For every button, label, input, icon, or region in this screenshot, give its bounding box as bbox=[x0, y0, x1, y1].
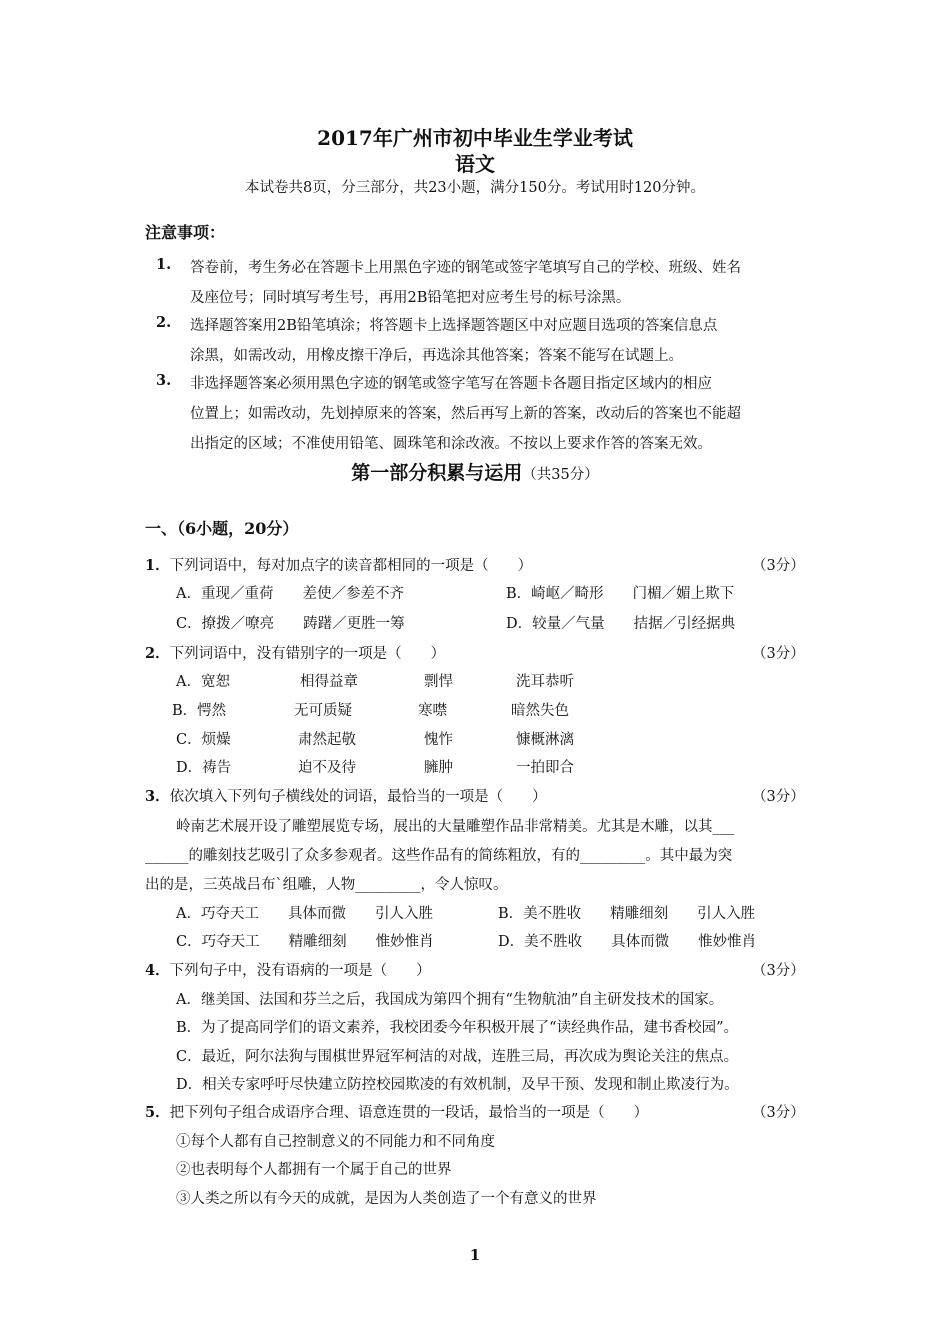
notice-item-line: 答卷前，考生务必在答题卡上用黑色字迹的钢笔或签字笔填写自己的学校、班级、姓名 bbox=[190, 260, 741, 276]
notice-item-line: 选择题答案用2B铅笔填涂；将答题卡上选择题答题区中对应题目选项的答案信息点 bbox=[190, 318, 718, 334]
question-text: 下列句子中，没有语病的一项是（ ） bbox=[169, 963, 431, 979]
q2-option-a-word: 洗耳恭听 bbox=[516, 674, 574, 690]
part1-title: 第一部分积累与运用 bbox=[351, 462, 523, 484]
q4-option-b: B．为了提高同学们的语文素养，我校团委今年积极开展了“读经典作品，建书香校园”。 bbox=[176, 1020, 738, 1036]
q2-option-c-word: 慷概淋漓 bbox=[516, 732, 574, 748]
q2-option-b-word: 无可质疑 bbox=[294, 703, 352, 719]
q2-option-c-word: 愧怍 bbox=[424, 732, 453, 748]
question-text: 把下列句子组合成语序合理、语意连贯的一段话，最恰当的一项是（ ） bbox=[169, 1105, 649, 1121]
part1-points: （共35分） bbox=[522, 467, 599, 483]
question-3-score: （3分） bbox=[752, 789, 805, 805]
question-1-score: （3分） bbox=[752, 558, 805, 574]
exam-intro: 本试卷共8页，分三部分，共23小题，满分150分。考试用时120分钟。 bbox=[244, 180, 706, 196]
q3-passage-line: ______的雕刻技艺吸引了众多参观者。这些作品有的简练粗放，有的_________。其中最为突 bbox=[145, 848, 733, 864]
q2-option-d-word: 一拍即合 bbox=[516, 760, 574, 776]
q4-option-c: C．最近，阿尔法狗与围棋世界冠军柯洁的对战，连胜三局，再次成为舆论关注的焦点。 bbox=[176, 1049, 739, 1065]
notice-item-number: 2. bbox=[156, 314, 172, 331]
q2-option-d-label: D．祷告 bbox=[176, 760, 232, 776]
q1-option-d: D．较量／气量 拮据／引经据典 bbox=[506, 616, 736, 632]
q2-option-a-label: A．宽恕 bbox=[176, 674, 230, 690]
question-3-stem bbox=[145, 785, 547, 806]
exam-title: 2017年广州市初中毕业生学业考试 bbox=[317, 126, 633, 150]
question-number: 1． bbox=[145, 557, 170, 574]
q2-option-b-word: 暗然失色 bbox=[511, 703, 569, 719]
q5-sentence: ①每个人都有自己控制意义的不同能力和不同角度 bbox=[176, 1134, 495, 1150]
q5-sentence: ③人类之所以有今天的成就，是因为人类创造了一个有意义的世界 bbox=[176, 1191, 597, 1207]
question-5-score: （3分） bbox=[752, 1105, 805, 1121]
notice-item-line: 及座位号；同时填写考生号，再用2B铅笔把对应考生号的标号涂黑。 bbox=[190, 290, 631, 306]
notice-heading: 注意事项： bbox=[145, 223, 226, 242]
q2-option-c-word: 肃然起敬 bbox=[298, 732, 356, 748]
part1-heading bbox=[0, 458, 950, 485]
q1-option-a: A．重现／重荷 差使／参差不齐 bbox=[176, 586, 404, 602]
question-1-stem bbox=[145, 554, 532, 575]
q2-option-d-word: 臃肿 bbox=[424, 760, 453, 776]
q3-option-d: D．美不胜收 具体而微 惟妙惟肖 bbox=[498, 934, 757, 950]
q3-option-a: A．巧夺天工 具体而微 引人入胜 bbox=[176, 906, 433, 922]
question-number: 2． bbox=[145, 645, 170, 662]
q2-option-a-word: 相得益章 bbox=[300, 674, 358, 690]
question-4-score: （3分） bbox=[752, 963, 805, 979]
question-number: 4． bbox=[145, 962, 170, 979]
question-text: 依次填入下列句子横线处的词语，最恰当的一项是（ ） bbox=[169, 789, 547, 805]
q2-option-d-word: 迫不及待 bbox=[298, 760, 356, 776]
question-5-stem bbox=[145, 1101, 648, 1122]
question-number: 5． bbox=[145, 1104, 170, 1121]
q1-option-b: B．崎岖／畸形 门楣／媚上欺下 bbox=[506, 586, 735, 602]
q4-option-a: A．继美国、法国和芬兰之后，我国成为第四个拥有“生物航油”自主研发技术的国家。 bbox=[176, 992, 724, 1008]
notice-item-line: 位置上；如需改动，先划掉原来的答案，然后再写上新的答案，改动后的答案也不能超 bbox=[190, 406, 741, 422]
q3-option-c: C．巧夺天工 精雕细刻 惟妙惟肖 bbox=[176, 934, 434, 950]
question-4-stem bbox=[145, 959, 431, 980]
notice-item-number: 3. bbox=[156, 372, 172, 389]
q5-sentence: ②也表明每个人都拥有一个属于自己的世界 bbox=[176, 1162, 452, 1178]
notice-item-line: 出指定的区域；不准使用铅笔、圆珠笔和涂改液。不按以上要求作答的答案无效。 bbox=[190, 436, 712, 452]
notice-item-line: 涂黑，如需改动，用橡皮擦干净后，再选涂其他答案；答案不能写在试题上。 bbox=[190, 348, 683, 364]
question-2-score: （3分） bbox=[752, 646, 805, 662]
page-number: 1 bbox=[469, 1246, 481, 1264]
q3-passage-line: 岭南艺术展开设了雕塑展览专场，展出的大量雕塑作品非常精美。尤其是木雕，以其___ bbox=[176, 819, 735, 835]
q2-option-b-label: B．愕然 bbox=[172, 703, 227, 719]
q3-option-b: B．美不胜收 精雕细刻 引人入胜 bbox=[498, 906, 756, 922]
question-number: 3． bbox=[145, 788, 170, 805]
subject-title: 语文 bbox=[455, 152, 495, 176]
question-2-stem bbox=[145, 642, 445, 663]
q3-passage-line: 出的是，三英战吕布`组雕，人物_________，令人惊叹。 bbox=[145, 877, 508, 893]
q2-option-c-label: C．烦燥 bbox=[176, 732, 231, 748]
question-text: 下列词语中，没有错别字的一项是（ ） bbox=[169, 646, 446, 662]
notice-item-line: 非选择题答案必须用黑色字迹的钢笔或签字笔写在答题卡各题目指定区域内的相应 bbox=[190, 376, 712, 392]
q1-option-c: C．撩拨／嘹亮 踌躇／更胜一筹 bbox=[176, 616, 405, 632]
q2-option-a-word: 剽悍 bbox=[424, 674, 453, 690]
question-text: 下列词语中，每对加点字的读音都相同的一项是（ ） bbox=[169, 558, 533, 574]
q2-option-b-word: 寒噤 bbox=[418, 703, 447, 719]
notice-item-number: 1. bbox=[156, 256, 172, 273]
section1-heading: 一、（6小题，20分） bbox=[145, 519, 299, 538]
q4-option-d: D．相关专家呼吁尽快建立防控校园欺凌的有效机制，及早干预、发现和制止欺凌行为。 bbox=[176, 1077, 739, 1093]
